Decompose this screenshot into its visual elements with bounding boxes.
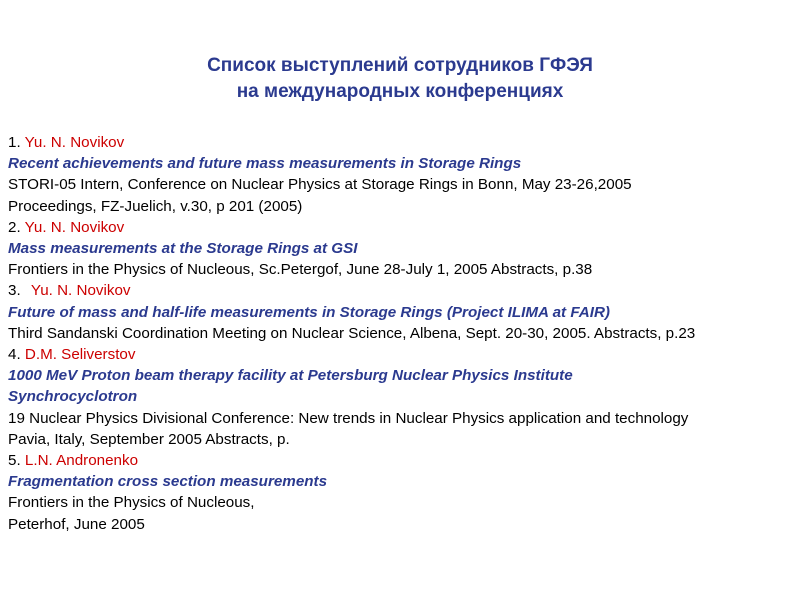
entry-5-talk-title: Fragmentation cross section measurements [8,473,328,491]
page-title-line-1: Список выступлений сотрудников ГФЭЯ [207,55,593,76]
entry-5-details-2: Peterhof, June 2005 [8,515,145,533]
entry-author: L.N. Andronenko [24,452,139,470]
entry-1-header [8,132,788,153]
entry-5-header [8,450,788,471]
entry-number: 3. [8,282,21,300]
entry-4-details-1: 19 Nuclear Physics Divisional Conference: New trends in Nuclear Physics application and technology [8,409,689,427]
entry-author: Yu. N. Novikov [30,282,131,300]
entry-2-header [8,217,788,238]
entry-number: 1. [8,134,21,151]
page-title [0,53,800,105]
entry-4-header [8,344,788,365]
page-title-line-2: на международных конференциях [236,81,564,102]
entry-number: 2. [8,218,21,236]
entry-author: Yu. N. Novikov [24,134,125,151]
entry-2-talk-title: Mass measurements at the Storage Rings at GSI [8,240,358,258]
entry-number: 4. [8,346,21,364]
conference-talk-list [8,132,788,535]
entry-5-details-1: Frontiers in the Physics of Nucleous, [8,494,255,512]
entry-1-details-1: STORI-05 Intern, Conference on Nuclear Physics at Storage Rings in Bonn, May 23-26,2005 [8,176,632,194]
entry-4-talk-title: 1000 MeV Proton beam therapy facility at Petersburg Nuclear Physics Institute Synchrocyclotron [8,367,573,406]
entry-4-details-2: Pavia, Italy, September 2005 Abstracts, p. [8,430,290,448]
entry-author: D.M. Seliverstov [24,346,136,364]
entry-1-details-2: Proceedings, FZ-Juelich, v.30, p 201 (2005) [8,197,303,215]
entry-3-header [8,280,788,301]
entry-author: Yu. N. Novikov [24,218,125,236]
entry-3-details-1: Third Sandanski Coordination Meeting on Nuclear Science, Albena, Sept. 20-30, 2005. Abstracts, p.23 [8,324,696,342]
entry-2-details-1: Frontiers in the Physics of Nucleous, Sc.Petergof, June 28-July 1, 2005 Abstracts, p.38 [8,261,593,279]
entry-1-talk-title: Recent achievements and future mass measurements in Storage Rings [8,155,522,173]
entry-3-talk-title: Future of mass and half-life measurements in Storage Rings (Project ILIMA at FAIR) [8,303,610,321]
entry-number: 5. [8,452,21,470]
